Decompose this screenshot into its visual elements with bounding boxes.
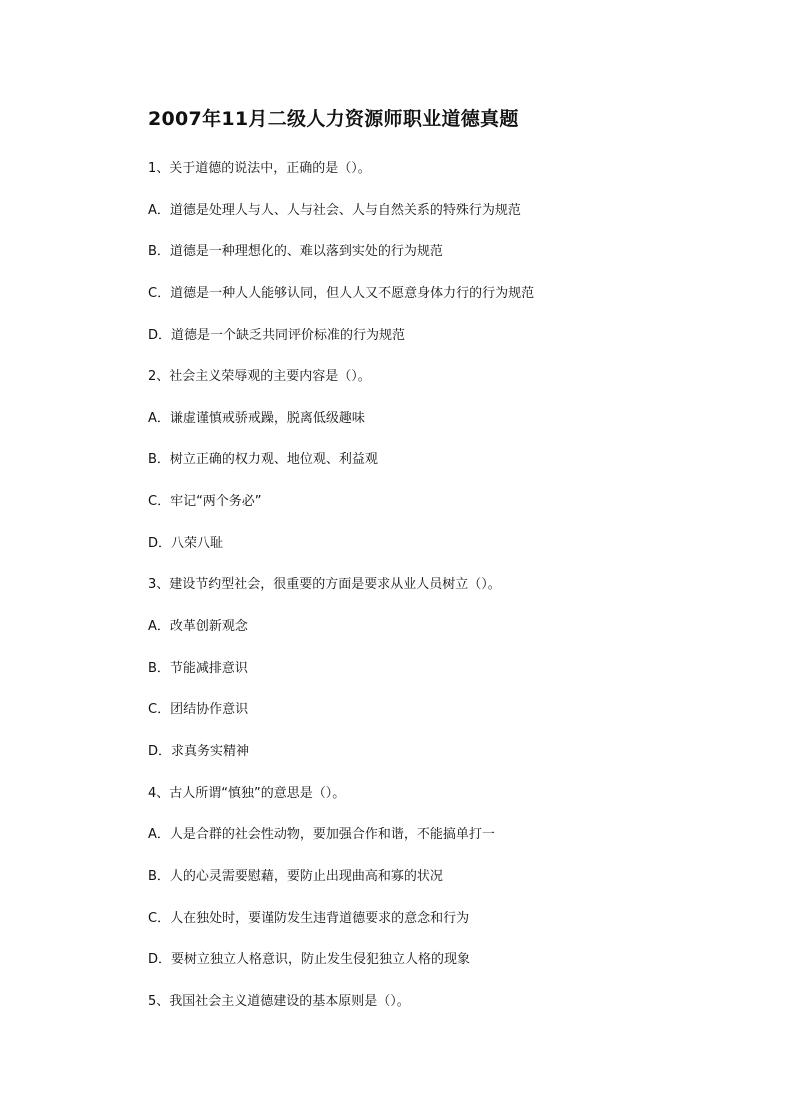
question-2-option-c: C．牢记“两个务必” bbox=[148, 494, 262, 510]
question-3-option-c: C．团结协作意识 bbox=[148, 702, 249, 718]
question-2-option-d: D．八荣八耻 bbox=[148, 535, 224, 551]
question-3: 3、建设节约型社会，很重要的方面是要求从业人员树立（）。 bbox=[148, 577, 501, 593]
question-2: 2、社会主义荣辱观的主要内容是（）。 bbox=[148, 369, 371, 385]
question-1-option-a: A．道德是处理人与人、人与社会、人与自然关系的特殊行为规范 bbox=[148, 202, 521, 218]
question-1-option-b: B．道德是一种理想化的、难以落到实处的行为规范 bbox=[148, 244, 443, 260]
question-list bbox=[148, 159, 748, 1033]
question-3-option-b: B．节能减排意识 bbox=[148, 660, 248, 676]
question-5: 5、我国社会主义道德建设的基本原则是（）。 bbox=[148, 993, 410, 1009]
question-3-option-d: D．求真务实精神 bbox=[148, 743, 250, 759]
question-1: 1、关于道德的说法中，正确的是（）。 bbox=[148, 161, 371, 176]
question-4: 4、古人所谓“慎独”的意思是（）。 bbox=[148, 785, 346, 801]
question-3-option-a: A．改革创新观念 bbox=[148, 619, 248, 635]
question-1-option-d: D．道德是一个缺乏共同评价标准的行为规范 bbox=[148, 327, 406, 343]
question-4-option-d: D．要树立独立人格意识，防止发生侵犯独立人格的现象 bbox=[148, 952, 471, 968]
question-4-option-c: C．人在独处时，要谨防发生违背道德要求的意念和行为 bbox=[148, 910, 470, 926]
question-4-option-a: A．人是合群的社会性动物，要加强合作和谐，不能搞单打一 bbox=[148, 827, 495, 843]
question-4-option-b: B．人的心灵需要慰藉，要防止出现曲高和寡的状况 bbox=[148, 868, 443, 884]
question-2-option-a: A．谦虚谨慎戒骄戒躁，脱离低级趣味 bbox=[148, 410, 365, 426]
question-1-option-c: C．道德是一种人人能够认同，但人人又不愿意身体力行的行为规范 bbox=[148, 285, 535, 301]
question-2-option-b: B．树立正确的权力观、地位观、利益观 bbox=[148, 452, 378, 468]
document-title: 2007年11月二级人力资源师职业道德真题 bbox=[148, 108, 519, 130]
